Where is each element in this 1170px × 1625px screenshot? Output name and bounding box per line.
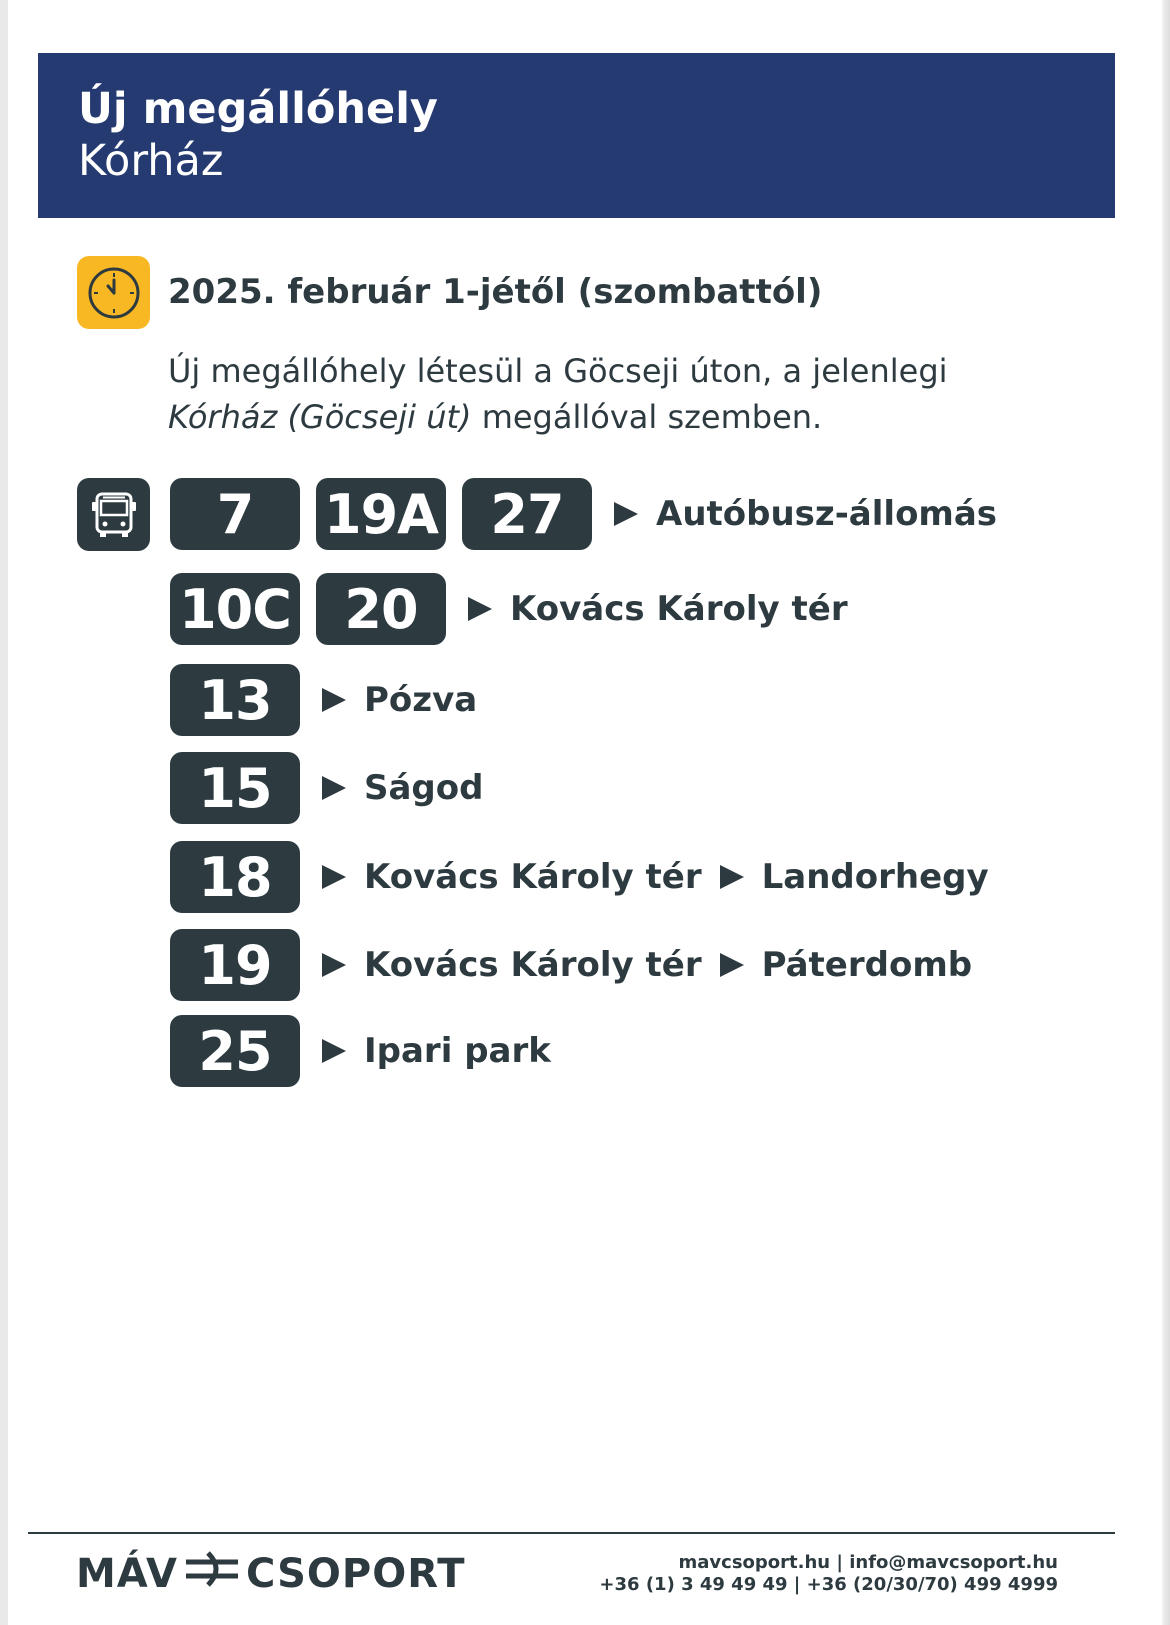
route-destinations	[608, 494, 997, 534]
line-number-badge: 27	[462, 478, 592, 550]
route-destinations	[316, 857, 989, 897]
footer-divider	[28, 1532, 1115, 1534]
route-row	[170, 478, 997, 550]
logo-mark-icon	[184, 1549, 240, 1599]
arrow-right-icon	[322, 953, 346, 977]
mav-csoport-logo	[76, 1552, 466, 1596]
destination-name: Ságod	[364, 768, 484, 808]
line-number-badge: 20	[316, 573, 446, 645]
line-number-badge: 10C	[170, 573, 300, 645]
route-row	[170, 664, 477, 736]
destination-name: Ipari park	[364, 1031, 551, 1071]
route-row	[170, 1015, 551, 1087]
route-row	[170, 573, 848, 645]
current-stop-name: Kórház (Göcseji út)	[168, 398, 472, 436]
contact-web-email: mavcsoport.hu | info@mavcsoport.hu	[678, 1552, 1058, 1573]
route-destinations	[316, 945, 972, 985]
line-number-badge: 19	[170, 929, 300, 1001]
destination-name: Pózva	[364, 680, 478, 720]
arrow-right-icon	[720, 953, 744, 977]
route-destinations	[316, 768, 483, 808]
arrow-right-icon	[322, 1039, 346, 1063]
route-row	[170, 841, 989, 913]
bus-icon	[77, 478, 150, 551]
route-destinations	[316, 1031, 551, 1071]
route-row	[170, 929, 972, 1001]
page-edge	[1162, 0, 1170, 1625]
logo-text-right: CSOPORT	[246, 1551, 466, 1597]
header-banner	[38, 53, 1115, 218]
contact-info	[599, 1552, 1058, 1596]
line-number-badge: 19A	[316, 478, 446, 550]
arrow-right-icon	[322, 688, 346, 712]
notice-description	[168, 348, 1068, 440]
line-number-badge: 18	[170, 841, 300, 913]
page-title: Új megállóhely	[78, 84, 438, 134]
destination-name: Autóbusz-állomás	[656, 494, 998, 534]
clock-icon	[77, 256, 150, 329]
description-line-2	[168, 394, 1068, 440]
stop-name: Kórház	[78, 136, 224, 186]
line-number-badge: 15	[170, 752, 300, 824]
line-number-badge: 7	[170, 478, 300, 550]
arrow-right-icon	[614, 502, 638, 526]
arrow-right-icon	[322, 865, 346, 889]
arrow-right-icon	[720, 865, 744, 889]
contact-phones: +36 (1) 3 49 49 49 | +36 (20/30/70) 499 4999	[599, 1574, 1058, 1595]
line-number-badge: 13	[170, 664, 300, 736]
effective-date: 2025. február 1-jétől (szombattól)	[168, 272, 823, 312]
route-destinations	[316, 680, 477, 720]
arrow-right-icon	[468, 597, 492, 621]
destination-name: Kovács Károly tér	[510, 589, 848, 629]
description-line-1: Új megállóhely létesül a Göcseji úton, a jelenlegi	[168, 352, 948, 390]
line-number-badge: 25	[170, 1015, 300, 1087]
destination-name: Páterdomb	[761, 945, 973, 985]
route-row	[170, 752, 483, 824]
description-rest: megállóval szemben.	[471, 398, 823, 436]
logo-text-left: MÁV	[76, 1551, 179, 1597]
route-destinations	[462, 589, 848, 629]
destination-name: Kovács Károly tér	[364, 945, 702, 985]
destination-name: Landorhegy	[761, 857, 989, 897]
destination-name: Kovács Károly tér	[364, 857, 702, 897]
arrow-right-icon	[322, 776, 346, 800]
